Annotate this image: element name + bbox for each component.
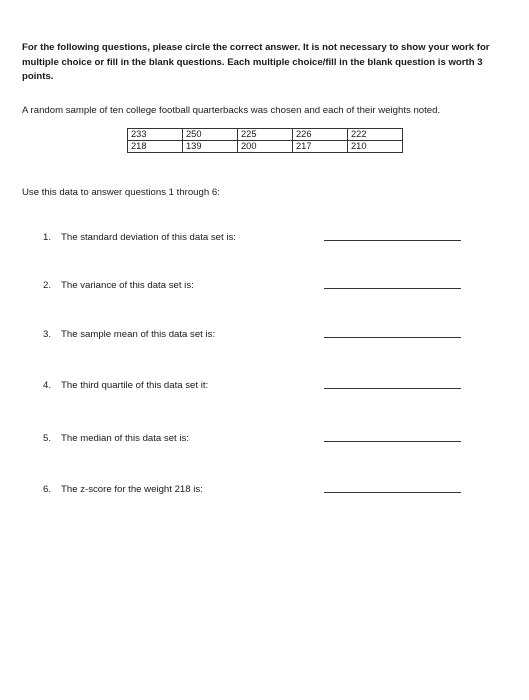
table-cell: 222: [348, 129, 403, 141]
question-text: The variance of this data set is:: [61, 280, 194, 291]
table-row: [128, 141, 403, 153]
answer-blank[interactable]: [324, 240, 461, 241]
table-cell: 226: [293, 129, 348, 141]
question-item: [43, 432, 463, 446]
weights-table: [127, 128, 403, 153]
table-cell: 139: [183, 141, 238, 153]
table-cell: 225: [238, 129, 293, 141]
question-text: The standard deviation of this data set is:: [61, 232, 236, 243]
question-item: [43, 231, 463, 245]
question-item: [43, 483, 463, 497]
table-cell: 210: [348, 141, 403, 153]
use-data-text: Use this data to answer questions 1 through 6:: [22, 187, 220, 198]
instructions-text: For the following questions, please circle the correct answer. It is not necessary to show your work for multiple choice or fill in the blank questions. Each multiple choice/fill in the blank question is worth 3 points.: [22, 42, 490, 82]
answer-blank[interactable]: [324, 288, 461, 289]
question-number: 3.: [43, 329, 52, 340]
answer-blank[interactable]: [324, 492, 461, 493]
question-item: [43, 379, 463, 393]
question-item: [43, 328, 463, 342]
question-number: 4.: [43, 380, 52, 391]
question-number: 6.: [43, 484, 52, 495]
intro-text: A random sample of ten college football quarterbacks was chosen and each of their weights noted.: [22, 105, 441, 116]
question-number: 5.: [43, 433, 52, 444]
table-cell: 218: [128, 141, 183, 153]
answer-blank[interactable]: [324, 337, 461, 338]
table-cell: 250: [183, 129, 238, 141]
question-number: 1.: [43, 232, 52, 243]
answer-blank[interactable]: [324, 388, 461, 389]
question-item: [43, 279, 463, 293]
table-cell: 233: [128, 129, 183, 141]
question-text: The sample mean of this data set is:: [61, 329, 216, 340]
table-row: [128, 129, 403, 141]
answer-blank[interactable]: [324, 441, 461, 442]
question-text: The z-score for the weight 218 is:: [61, 484, 203, 495]
table-cell: 217: [293, 141, 348, 153]
table-cell: 200: [238, 141, 293, 153]
question-text: The third quartile of this data set it:: [61, 380, 209, 391]
question-text: The median of this data set is:: [61, 433, 189, 444]
question-number: 2.: [43, 280, 52, 291]
